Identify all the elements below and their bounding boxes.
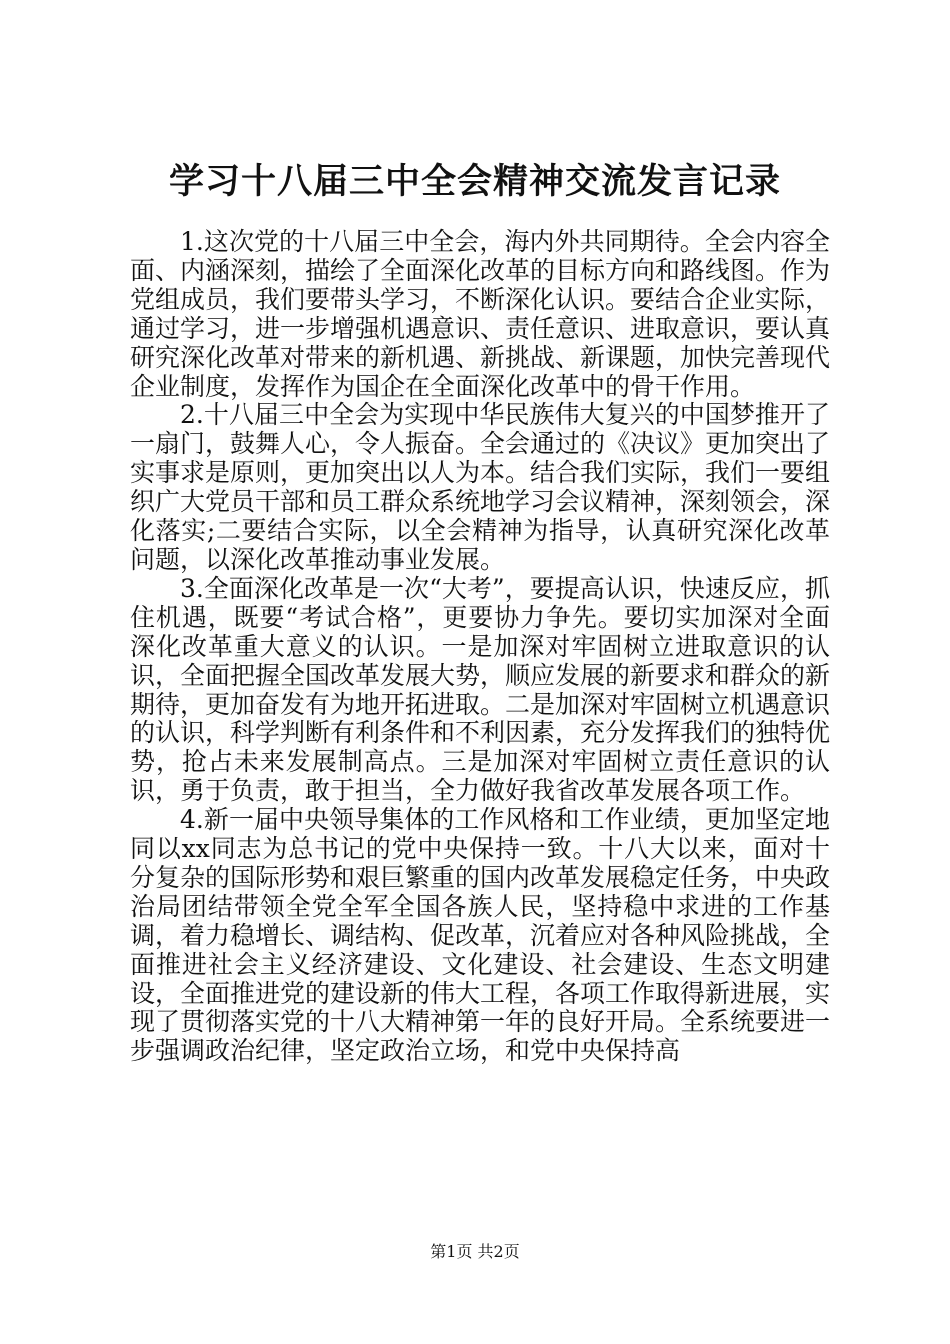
paragraph-4: 4.新一届中央领导集体的工作风格和工作业绩，更加坚定地同以xx同志为总书记的党中央保持一致。十八大以来，面对十分复杂的国际形势和艰巨繁重的国内改革发展稳定任务，中央政治局团结带领全党全军全国各族人民，坚持稳中求进的工作基调，着力稳增长、调结构、促改革，沉着应对各种风险挑战，全面推进社会主义经济建设、文化建设、社会建设、生态文明建设，全面推进党的建设新的伟大工程，各项工作取得新进展，实现了贯彻落实党的十八大精神第一年的良好开局。全系统要进一步强调政治纪律，坚定政治立场，和党中央保持高 bbox=[130, 805, 831, 1066]
paragraph-1: 1.这次党的十八届三中全会，海内外共同期待。全会内容全面、内涵深刻，描绘了全面深化改革的目标方向和路线图。作为党组成员，我们要带头学习，不断深化认识。要结合企业实际，通过学习，进一步增强机遇意识、责任意识、进取意识，要认真研究深化改革对带来的新机遇、新挑战、新课题，加快完善现代企业制度，发挥作为国企在全面深化改革中的骨干作用。 bbox=[130, 227, 831, 401]
document-body bbox=[130, 228, 830, 1066]
page-number-footer: 第1页 共2页 bbox=[430, 1242, 520, 1261]
paragraph-3: 3.全面深化改革是一次“大考”，要提高认识，快速反应，抓住机遇，既要“考试合格”，更要协力争先。要切实加深对全面深化改革重大意义的认识。一是加深对牢固树立进取意识的认识，全面把握全国改革发展大势，顺应发展的新要求和群众的新期待，更加奋发有为地开拓进取。二是加深对牢固树立机遇意识的认识，科学判断有利条件和不利因素，充分发挥我们的独特优势，抢占未来发展制高点。三是加深对牢固树立责任意识的认识，勇于负责，敢于担当，全力做好我省改革发展各项工作。 bbox=[130, 573, 831, 806]
paragraph-2: 2.十八届三中全会为实现中华民族伟大复兴的中国梦推开了一扇门，鼓舞人心，令人振奋。全会通过的《决议》更加突出了实事求是原则，更加突出以人为本。结合我们实际，我们一要组织广大党员干部和员工群众系统地学习会议精神，深刻领会，深化落实;二要结合实际，以全会精神为指导，认真研究深化改革问题，以深化改革推动事业发展。 bbox=[130, 400, 831, 574]
document-title: 学习十八届三中全会精神交流发言记录 bbox=[168, 161, 781, 202]
